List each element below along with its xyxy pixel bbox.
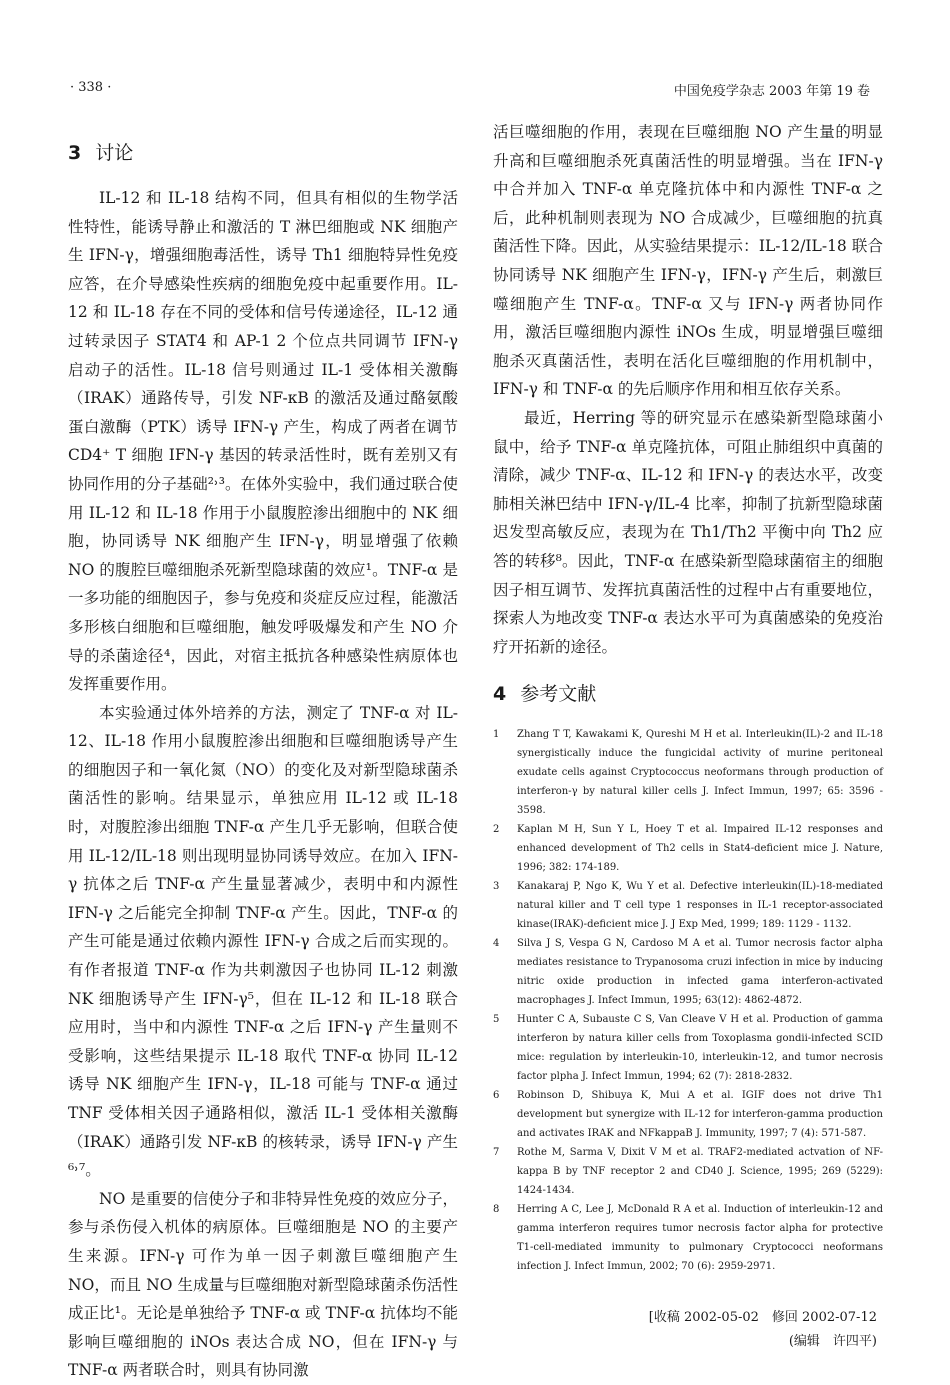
right-column [493,118,883,1354]
reference-item [493,725,883,820]
received-dates: [收稿 2002-05-02 修回 2002-07-12 [648,1310,877,1326]
section-3-number: 3 [68,142,82,164]
discussion-paragraph: IL-12 和 IL-18 结构不同，但具有相似的生物学活性特性，能诱导静止和激活的 T 淋巴细胞或 NK 细胞产生 IFN-γ，增强细胞毒活性，诱导 Th1 细胞特异性免疫应答，在介导感染性疾病的细胞免疫中起重要作用。IL-12 和 IL-18 存在不同的受体和信号传递途径，IL-12 通过转录因子 STAT4 和 AP-1 2 个位点共同调节 IFN-γ 启动子的活性。IL-18 信号则通过 IL-1 受体相关激酶（IRAK）通路传导，引发 NF-κB 的激活及通过酪氨酸蛋白激酶（PTK）诱导 IFN-γ 产生，构成了两者在调节 CD4⁺ T 细胞 IFN-γ 基因的转录活性时，既有差别又有协同作用的分子基础²˒³。在体外实验中，我们通过联合使用 IL-12 和 IL-18 作用于小鼠腹腔渗出细胞中的 NK 细胞，协同诱导 NK 细胞产生 IFN-γ，明显增强了依赖 NO 的腹腔巨噬细胞杀死新型隐球菌的效应¹。TNF-α 是一多功能的细胞因子，参与免疫和炎症反应过程，能激活多形核白细胞和巨噬细胞，触发呼吸爆发和产生 NO 介导的杀菌途径⁴，因此，对宿主抵抗各种感染性病原体也发挥重要作用。 [68,189,458,694]
section-4-number: 4 [493,683,507,706]
reference-item [493,934,883,1010]
page-number: · 338 · [70,80,112,95]
reference-item [493,1143,883,1200]
reference-number: 8 [493,1204,500,1216]
reference-text: Herring A C, Lee J, McDonald R A et al. Induction of interleukin-12 and gamma interferon requires tumor necrosis factor alpha for protective T1-cell-mediated immunity to pulmonary Cryptococci neoformans infection J. Infect Immun, 2002; 70 (6): 2959-2971. [517,1204,883,1273]
reference-text: Hunter C A, Subauste C S, Van Cleave V H et al. Production of gamma interferon by natura killer cells from Toxoplasma gondii-infected SCID mice: regulation by interleukin-10, interleukin-12, and tumor necrosis factor plpha J. Infect Immun, 1994; 62 (7): 2818-2832. [517,1014,883,1083]
reference-item [493,1086,883,1143]
received-note [493,1306,883,1354]
reference-item [493,877,883,934]
discussion-paragraph: 最近，Herring 等的研究显示在感染新型隐球菌小鼠中，给予 TNF-α 单克隆抗体，可阻止肺组织中真菌的清除，减少 TNF-α、IL-12 和 IFN-γ 的表达水平，改变肺相关淋巴结中 IFN-γ/IL-4 比率，抑制了抗新型隐球菌迟发型高敏反应，表现为在 Th1/Th2 平衡中向 Th2 应答的转移⁸。因此，TNF-α 在感染新型隐球菌宿主的细胞因子相互调节、发挥抗真菌活性的过程中占有重要地位，探索人为地改变 TNF-α 表达水平可为真菌感染的免疫治疗开拓新的途径。 [493,408,883,656]
editor-credit: (编辑 许四平) [788,1334,877,1350]
reference-item [493,1010,883,1086]
discussion-paragraph: NO 是重要的信使分子和非特异性免疫的效应分子，参与杀伤侵入机体的病原体。巨噬细胞是 NO 的主要产生来源。IFN-γ 可作为单一因子刺激巨噬细胞产生 NO，而且 NO 生成量与巨噬细胞对新型隐球菌杀伤活性成正比¹。无论是单独给予 TNF-α 或 TNF-α 抗体均不能影响巨噬细胞的 iNOs 表达合成 NO，但在 IFN-γ 与 TNF-α 两者联合时，则具有协同激 [68,1189,458,1380]
reference-text: Zhang T T, Kawakami K, Qureshi M H et al. Interleukin(IL)-2 and IL-18 synergistically induce the fungicidal activity of murine peritoneal exudate cells against Cryptococcus neoformans through production of interferon-γ by natural killer cells J. Infect Immun, 1997; 65: 3596 - 3598. [517,729,883,817]
left-column [68,120,458,1385]
reference-text: Kaplan M H, Sun Y L, Hoey T et al. Impaired IL-12 responses and enhanced development of Th2 cells in Stat4-deficient mice J. Nature, 1996; 382: 174-189. [517,824,883,874]
journal-info: 中国免疫学杂志 2003 年第 19 卷 [673,84,870,99]
reference-text: Kanakaraj P, Ngo K, Wu Y et al. Defective interleukin(IL)-18-mediated natural killer and T cell type 1 responses in IL-1 receptor-associated kinase(IRAK)-deficient mice J. J Exp Med, 1999; 189: 1129 - 1132. [517,881,883,931]
reference-text: Robinson D, Shibuya K, Mui A et al. IGIF does not drive Th1 development but synergize with IL-12 for interferon-gamma production and activates IRAK and NFkappaB J. Immunity, 1997; 7 (4): 571-587. [517,1090,883,1140]
reference-number: 2 [493,824,500,836]
reference-item [493,1200,883,1276]
discussion-paragraph-continued: 活巨噬细胞的作用，表现在巨噬细胞 NO 产生量的明显升高和巨噬细胞杀死真菌活性的明显增强。当在 IFN-γ 中合并加入 TNF-α 单克隆抗体中和内源性 TNF-α 之后，此种机制则表现为 NO 合成减少，巨噬细胞的抗真菌活性下降。因此，从实验结果提示：IL-12/IL-18 联合协同诱导 NK 细胞产生 IFN-γ，IFN-γ 产生后，刺激巨噬细胞产生 TNF-α。TNF-α 又与 IFN-γ 两者协同作用，激活巨噬细胞内源性 iNOs 生成，明显增强巨噬细胞杀灭真菌活性，表明在活化巨噬细胞的作用机制中，IFN-γ 和 TNF-α 的先后顺序作用和相互依存关系。 [493,123,883,399]
section-3-heading [68,138,458,168]
reference-text: Silva J S, Vespa G N, Cardoso M A et al. Tumor necrosis factor alpha mediates resistance to Trypanosoma cruzi infection in mice by inducing nitric oxide production in infected gama interferon-activated macrophages J. Infect Immun, 1995; 63(12): 4862-4872. [517,938,883,1007]
running-head [0,80,950,104]
discussion-paragraph: 本实验通过体外培养的方法，测定了 TNF-α 对 IL-12、IL-18 作用小鼠腹腔渗出细胞和巨噬细胞诱导产生的细胞因子和一氧化氮（NO）的变化及对新型隐球菌杀菌活性的影响。结果显示，单独应用 IL-12 或 IL-18 时，对腹腔渗出细胞 TNF-α 产生几乎无影响，但联合使用 IL-12/IL-18 则出现明显协同诱导效应。在加入 IFN-γ 抗体之后 TNF-α 产生量显著减少，表明中和内源性 IFN-γ 之后能完全抑制 TNF-α 产生。因此，TNF-α 的产生可能是通过依赖内源性 IFN-γ 合成之后而实现的。有作者报道 TNF-α 作为共刺激因子也协同 IL-12 刺激 NK 细胞诱导产生 IFN-γ⁵，但在 IL-12 和 IL-18 联合应用时，当中和内源性 TNF-α 之后 IFN-γ 产生量则不受影响，这些结果提示 IL-18 取代 TNF-α 协同 IL-12 诱导 NK 细胞产生 IFN-γ，IL-18 可能与 TNF-α 通过 TNF 受体相关因子通路相似，激活 IL-1 受体相关激酶（IRAK）通路引发 NF-κB 的核转录，诱导 IFN-γ 产生⁶˒⁷。 [68,703,458,1180]
reference-number: 4 [493,938,500,950]
reference-number: 1 [493,729,500,741]
reference-number: 5 [493,1014,500,1026]
section-3-title: 讨论 [95,142,134,164]
section-4-heading [493,679,883,709]
section-4-title: 参考文献 [520,683,597,706]
reference-number: 7 [493,1147,500,1159]
reference-number: 6 [493,1090,500,1102]
reference-text: Rothe M, Sarma V, Dixit V M et al. TRAF2-mediated actvation of NF-kappa B by TNF receptor 2 and CD40 J. Science, 1995; 269 (5229): 1424-1434. [517,1147,883,1197]
reference-list [493,725,883,1276]
reference-number: 3 [493,881,500,893]
reference-item [493,820,883,877]
